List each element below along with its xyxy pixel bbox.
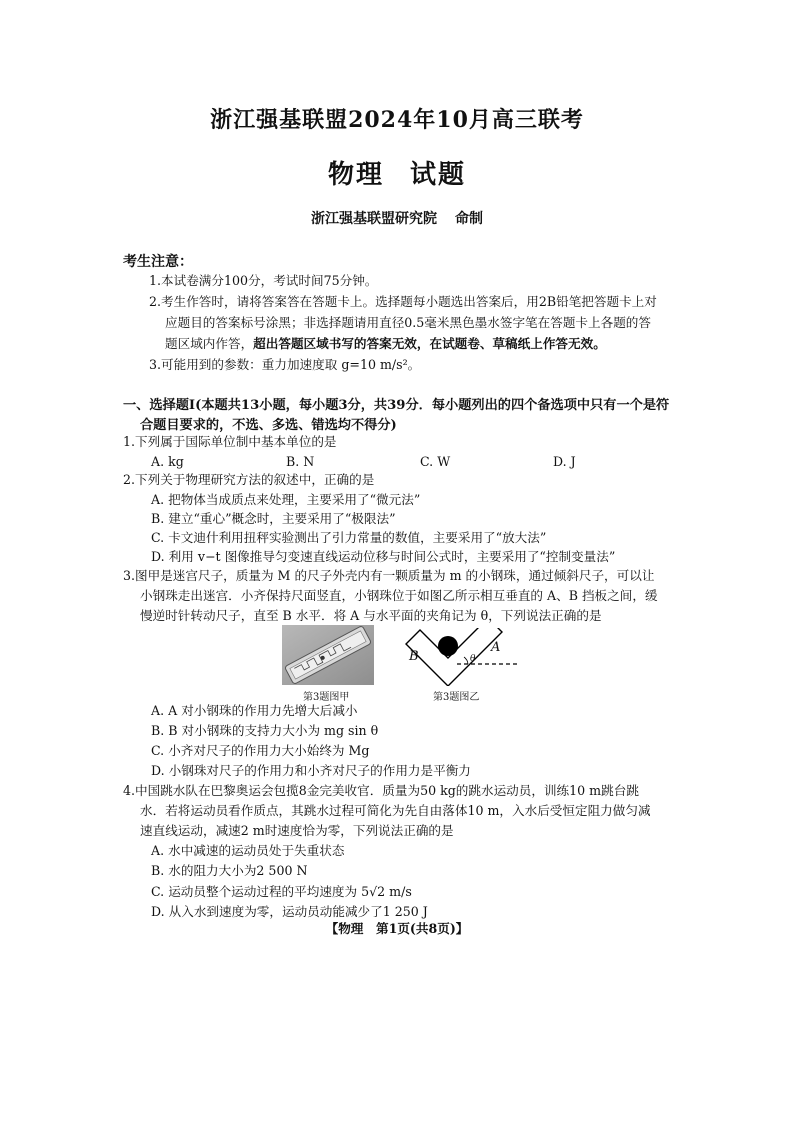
issuer-line: [0, 208, 794, 228]
section-1-heading-line-2: 合题目要求的，不选、多选、错选均不得分): [140, 418, 397, 433]
q4-stem-line-2: 水．若将运动员看作质点，其跳水过程可简化为先自由落体10 m，入水后受恒定阻力做匀减: [140, 803, 651, 818]
exam-title: 浙江强基联盟2024年10月高三联考: [210, 107, 584, 133]
q2-option-c: C. 卡文迪什利用扭秤实验测出了引力常量的数值，主要采用了“放大法”: [151, 530, 547, 545]
q3-option-c: C. 小齐对尺子的作用力大小始终为 Mg: [151, 743, 370, 758]
q3-figure-2-label-theta: θ: [470, 654, 476, 664]
notice-item-2-line-2: 应题目的答案标号涂黑；非选择题请用直径0.5毫米黑色墨水签字笔在答题卡上各题的答: [165, 315, 651, 330]
q3-stem-line-1: 3.图甲是迷宫尺子，质量为 M 的尺子外壳内有一颗质量为 m 的小钢珠，通过倾斜尺子，可以让: [123, 568, 655, 583]
q3-option-b: B. B 对小钢珠的支持力大小为 mg sin θ: [151, 723, 379, 738]
notice-item-2-line-3: [165, 334, 606, 354]
notice-item-1: 1.本试卷满分100分，考试时间75分钟。: [149, 273, 378, 288]
notice-warning: 超出答题区域书写的答案无效，在试题卷、草稿纸上作答无效。: [253, 336, 606, 351]
q1-option-d: D. J: [553, 454, 576, 469]
q3-figure-2-diagram: [402, 628, 522, 686]
page-footer: 【物理 第1页(共8页)】: [325, 921, 469, 936]
q3-figure-2-label-a: A: [491, 640, 501, 655]
q4-option-c: C. 运动员整个运动过程的平均速度为 5√2 m/s: [151, 884, 412, 899]
section-1-heading-line-1: 一、选择题Ⅰ(本题共13小题，每小题3分，共39分．每小题列出的四个备选项中只有一个是符: [123, 398, 670, 413]
subject-name: 物理: [327, 160, 384, 190]
q2-option-b: B. 建立“重心”概念时，主要采用了“极限法”: [151, 511, 396, 526]
issuer-name: 浙江强基联盟研究院: [311, 211, 437, 227]
notice-item-2-text: 题区域内作答，: [165, 336, 254, 351]
q4-option-d: D. 从入水到速度为零，运动员动能减少了1 250 J: [151, 904, 428, 919]
q1-option-a: A. kg: [151, 454, 184, 469]
q2-stem: 2.下列关于物理研究方法的叙述中，正确的是: [123, 472, 375, 487]
notice-title: 考生注意：: [123, 254, 193, 270]
q3-stem-line-3: 慢逆时针转动尺子，直至 B 水平．将 A 与水平面的夹角记为 θ，下列说法正确的是: [140, 608, 602, 623]
q1-option-b: B. N: [286, 454, 315, 469]
q1-stem: 1.下列属于国际单位制中基本单位的是: [123, 434, 337, 449]
q3-stem-line-2: 小钢珠走出迷宫．小齐保持尺面竖直，小钢珠位于如图乙所示相互垂直的 A、B 挡板之间，缓: [140, 588, 658, 603]
notice-item-2-line-1: 2.考生作答时，请将答案答在答题卡上。选择题每小题选出答案后，用2B铅笔把答题卡上对: [149, 294, 657, 309]
q3-figure-1-photo: [282, 625, 374, 685]
q3-figure-2-label-b: B: [409, 649, 419, 664]
q2-option-d: D. 利用 v−t 图像推导匀变速直线运动位移与时间公式时，主要采用了“控制变量法”: [151, 549, 616, 564]
q4-option-b: B. 水的阻力大小为2 500 N: [151, 863, 308, 878]
q1-option-c: C. W: [420, 454, 451, 469]
q3-option-a: A. A 对小钢珠的作用力先增大后减小: [151, 703, 358, 718]
q2-option-a: A. 把物体当成质点来处理，主要采用了“微元法”: [151, 492, 421, 507]
q3-option-d: D. 小钢珠对尺子的作用力和小齐对尺子的作用力是平衡力: [151, 763, 471, 778]
q4-stem-line-3: 速直线运动，减速2 m时速度恰为零，下列说法正确的是: [140, 823, 454, 838]
q4-stem-line-1: 4.中国跳水队在巴黎奥运会包揽8金完美收官．质量为50 kg的跳水运动员，训练10 m跳台跳: [123, 783, 639, 798]
subject-suffix: 试题: [410, 160, 467, 190]
q3-figure-2-caption: 第3题图乙: [433, 692, 480, 703]
subject-title: [0, 154, 794, 191]
issuer-suffix: 命制: [455, 211, 483, 227]
q4-option-a: A. 水中减速的运动员处于失重状态: [151, 843, 345, 858]
notice-item-3: 3.可能用到的参数：重力加速度取 g=10 m/s²。: [149, 357, 421, 372]
q3-figure-1-caption: 第3题图甲: [303, 692, 350, 703]
